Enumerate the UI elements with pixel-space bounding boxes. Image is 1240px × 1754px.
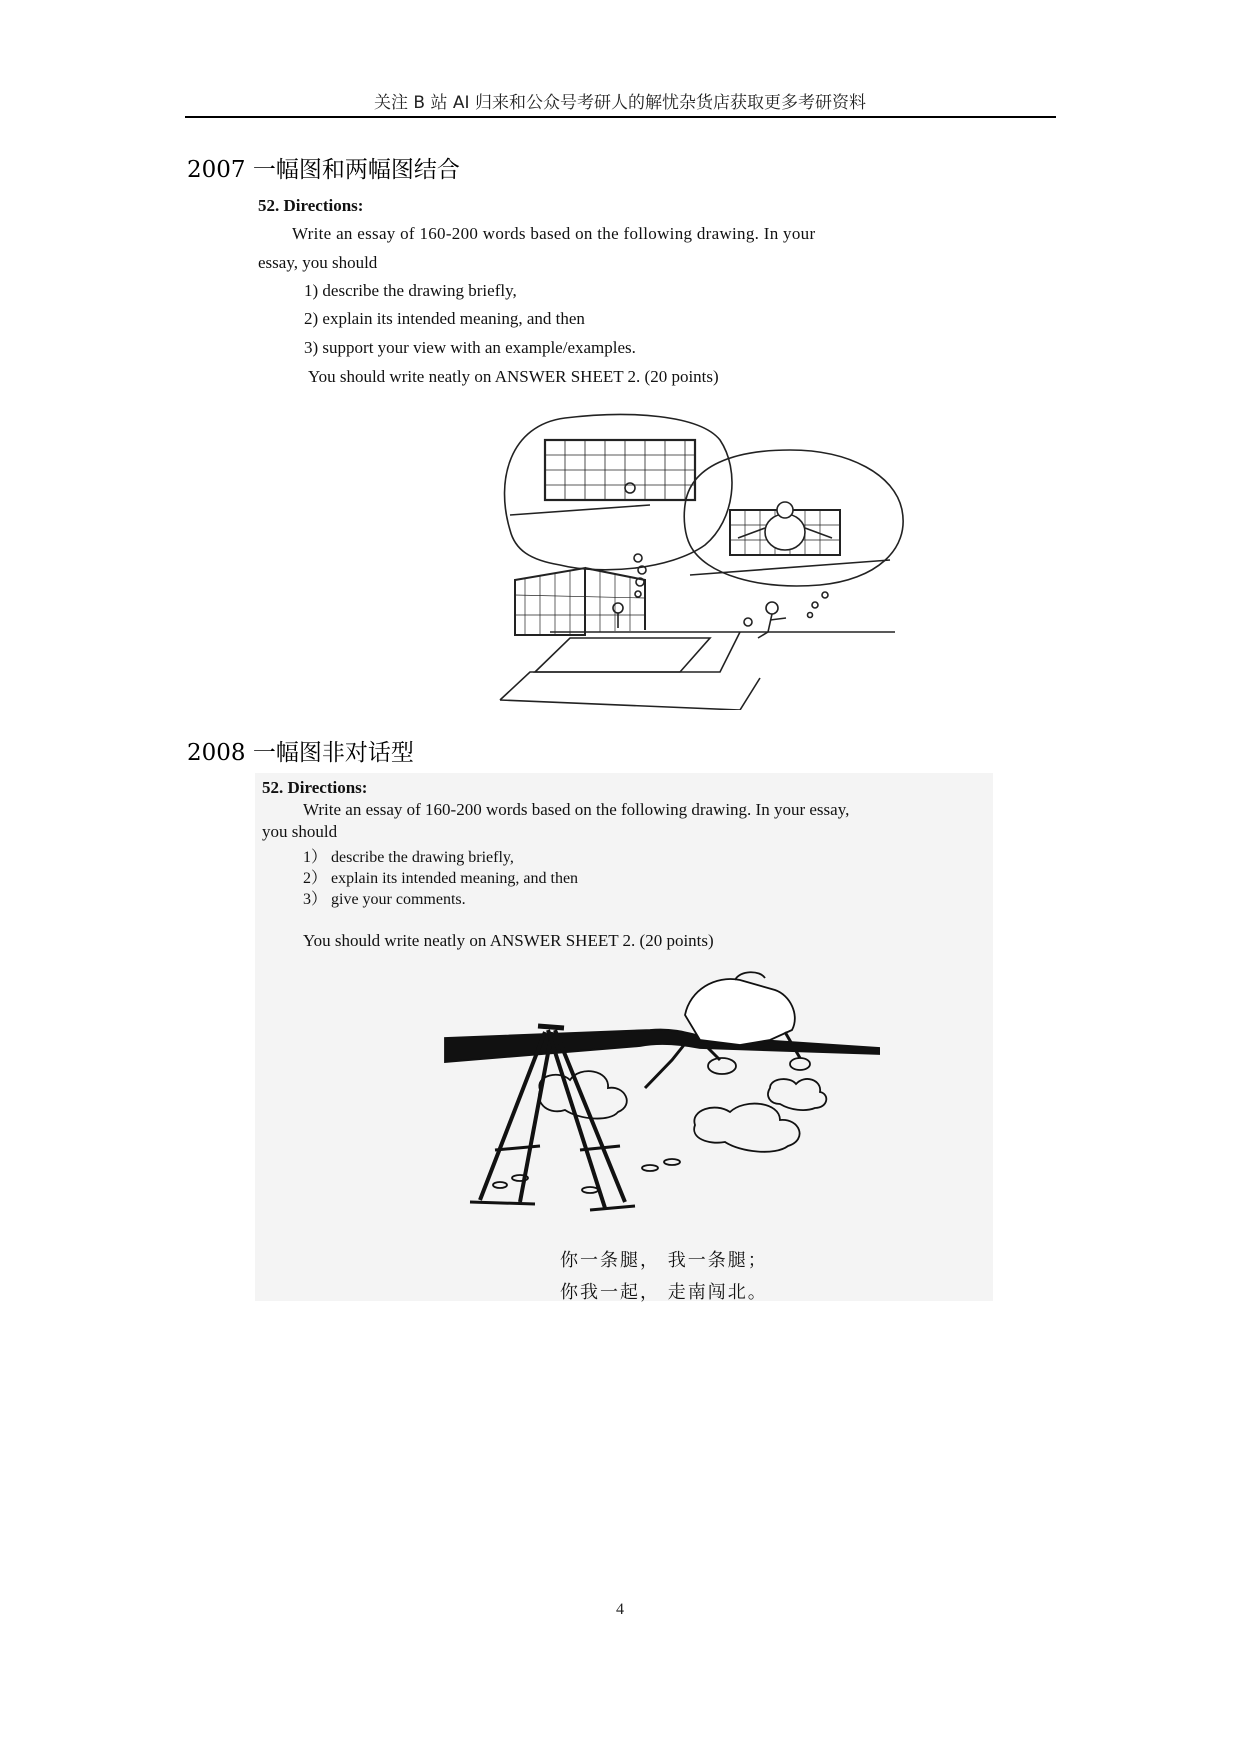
cartoon-goalkeeper-illustration (490, 410, 930, 710)
note: You should write neatly on ANSWER SHEET 2. (20 points) (303, 931, 714, 950)
instruction-line: Write an essay of 160-200 words based on the following drawing. In your (292, 224, 816, 243)
directions-heading: 52. Directions: (258, 196, 364, 215)
instruction-line: you should (262, 822, 338, 841)
step-item: 1） describe the drawing briefly, (303, 849, 514, 866)
step-item: 2） explain its intended meaning, and then (303, 870, 579, 887)
section-title-2008: 2008 一幅图非对话型 (187, 740, 414, 766)
instruction-line: Write an essay of 160-200 words based on the following drawing. In your essay, (303, 800, 850, 819)
step-item: 3) support your view with an example/examples. (304, 338, 636, 357)
instruction-line: essay, you should (258, 253, 378, 272)
note: You should write neatly on ANSWER SHEET 2. (20 points) (308, 367, 719, 386)
step-item: 1) describe the drawing briefly, (304, 281, 517, 300)
page-number: 4 (616, 1601, 624, 1618)
cartoon-crutches-illustration (440, 970, 880, 1220)
step-item: 2) explain its intended meaning, and then (304, 309, 585, 328)
header-rule (185, 116, 1056, 118)
step-item: 3） give your comments. (303, 891, 466, 908)
page-header: 关注 B 站 AI 归来和公众号考研人的解忧杂货店获取更多考研资料 (374, 93, 866, 113)
cartoon-caption-line: 你我一起， 走南闯北。 (560, 1282, 768, 1303)
section-title-2007: 2007 一幅图和两幅图结合 (187, 157, 460, 183)
directions-heading: 52. Directions: (262, 778, 368, 797)
cartoon-caption-line: 你一条腿， 我一条腿； (560, 1250, 768, 1271)
